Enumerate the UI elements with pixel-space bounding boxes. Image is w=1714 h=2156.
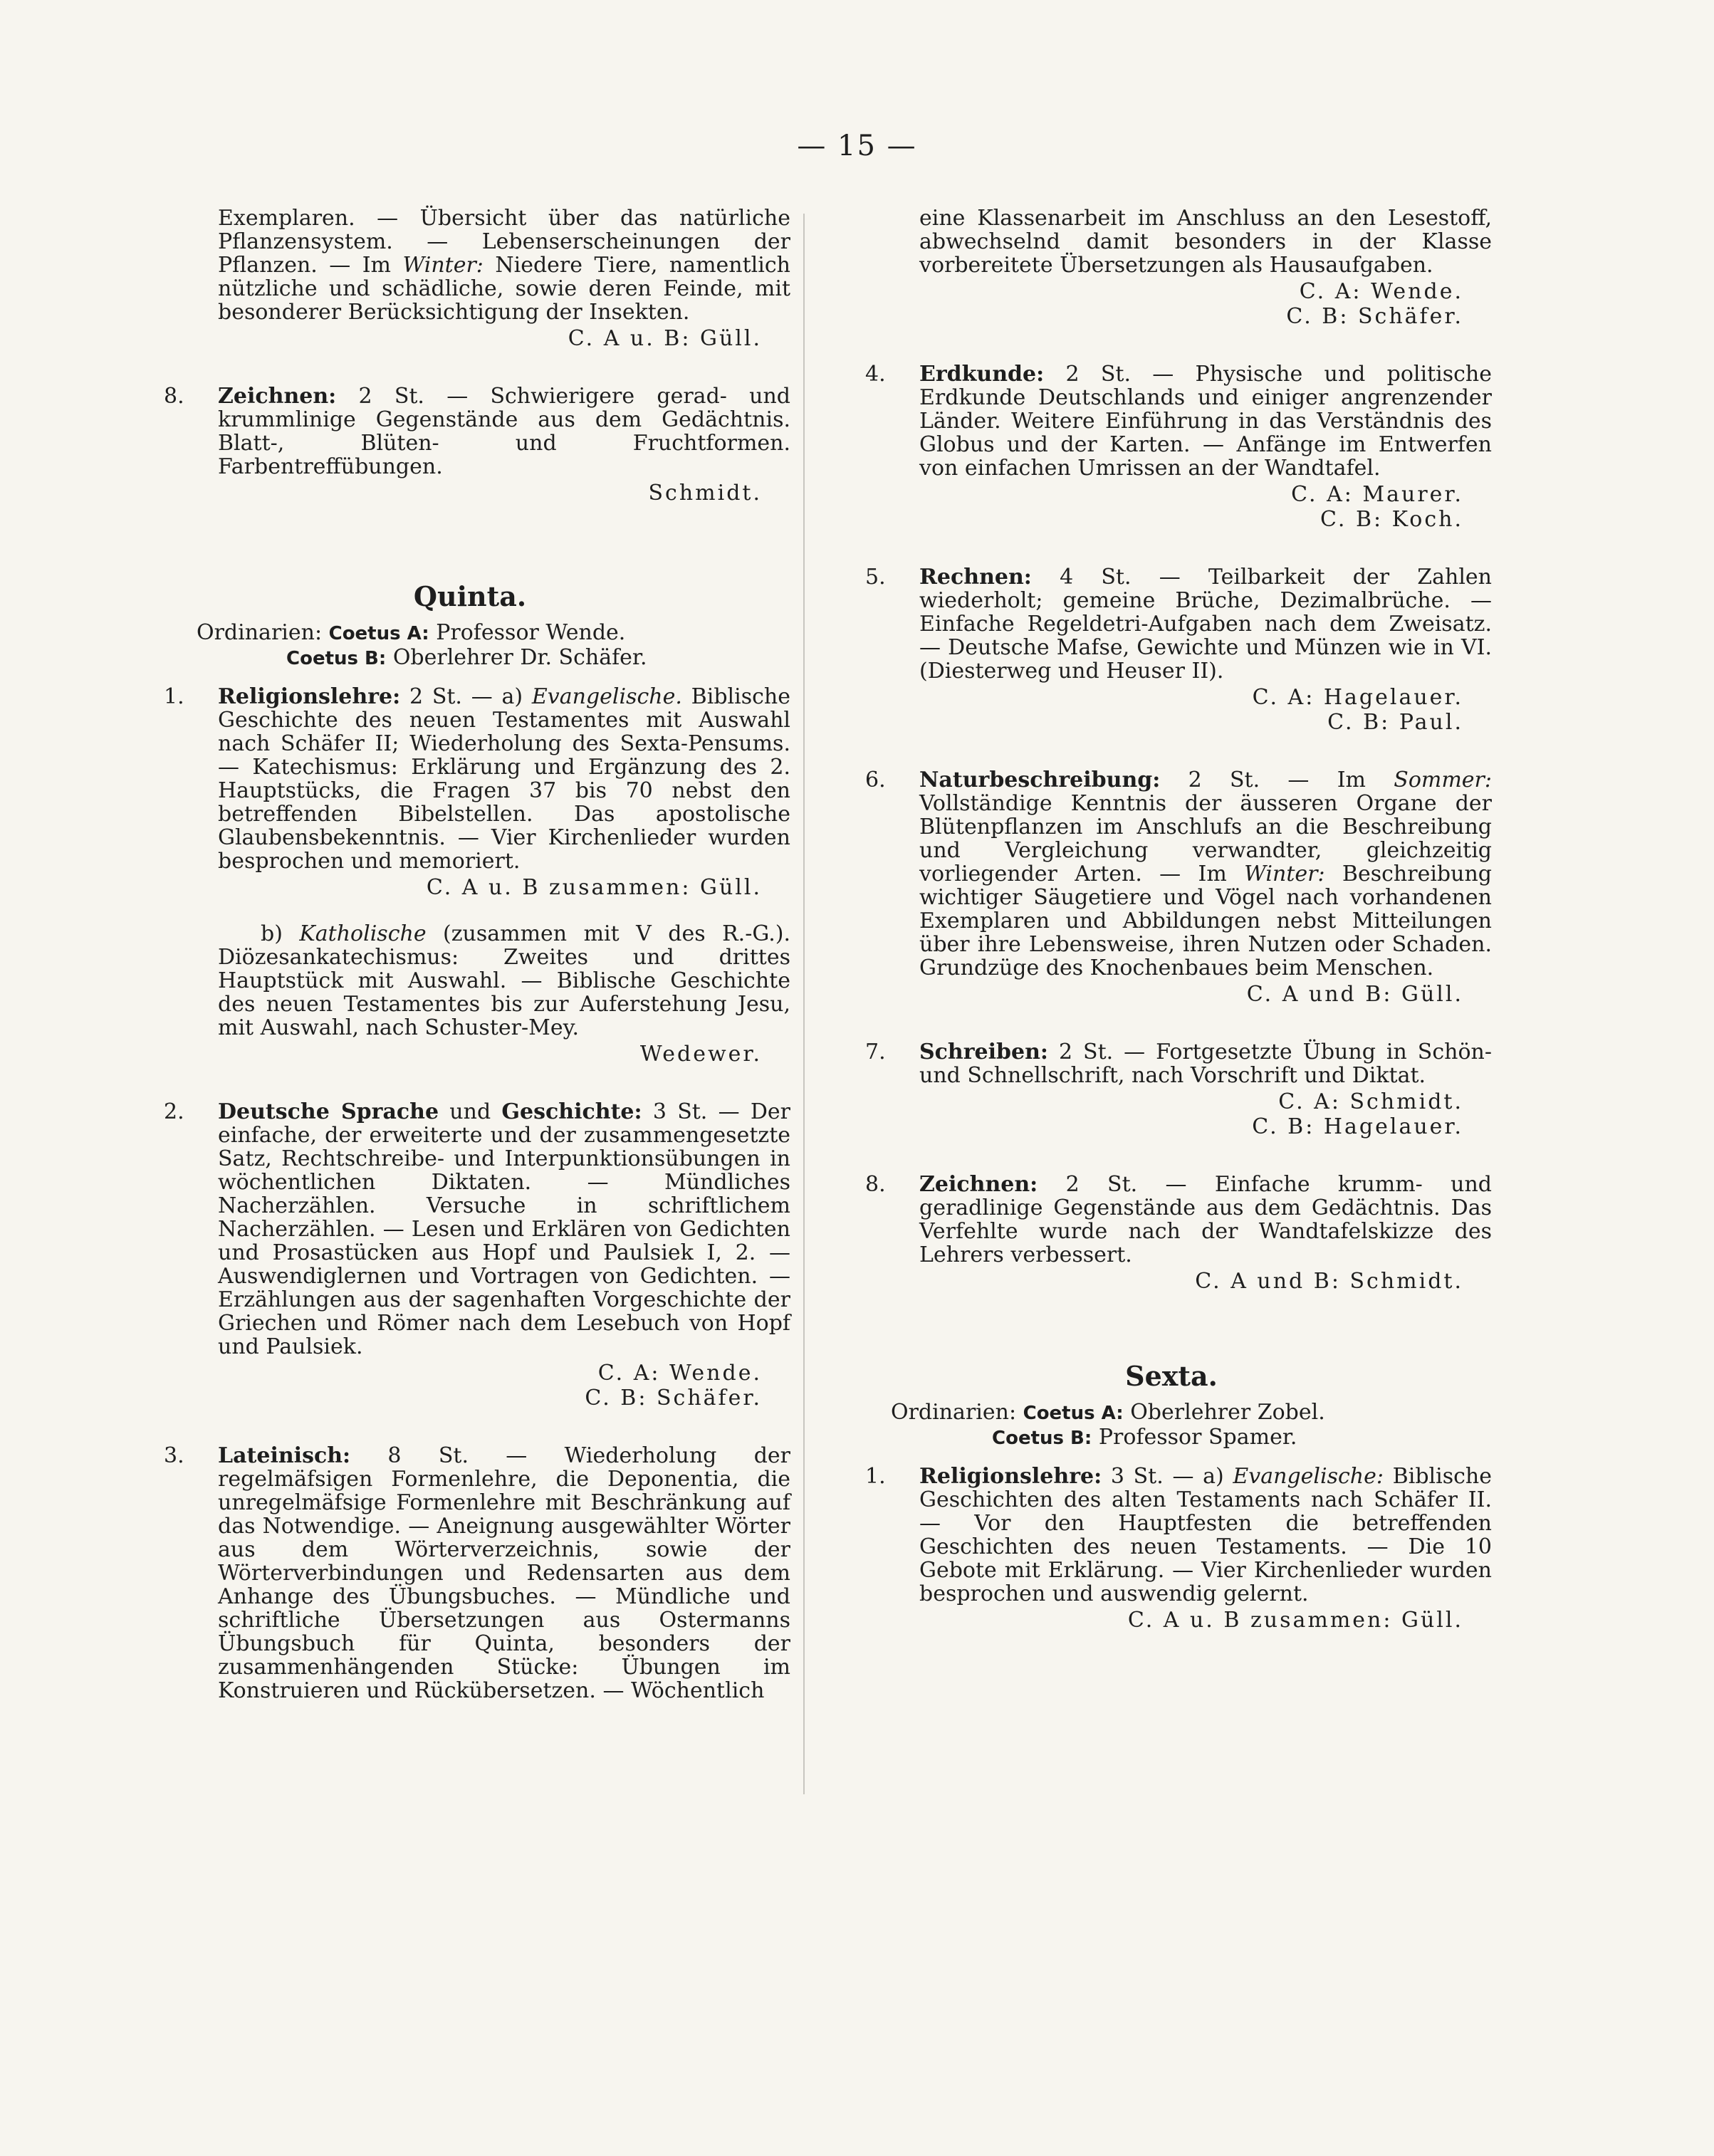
item-number: 6.	[865, 768, 886, 792]
item-number: 1.	[865, 1464, 886, 1489]
subject-title: Zeichnen:	[218, 384, 337, 409]
page-number: — 15 —	[797, 130, 917, 162]
teacher-signature: C. A: Wende.	[1299, 279, 1463, 304]
left-column	[150, 206, 790, 1702]
section-heading-quinta: Quinta.	[413, 580, 527, 612]
teacher-signature: C. B: Hagelauer.	[1252, 1114, 1463, 1139]
item-number: 8.	[164, 384, 184, 409]
subject-title: Schreiben:	[919, 1040, 1048, 1064]
column-divider	[803, 214, 805, 1794]
continued-paragraph: eine Klassenarbeit im Anschluss an den Lesestoff, abwechselnd damit besonders in der Klasse vorbereitete Übersetzungen als Hausaufgaben. C. A: Wende. C. B: Schäfer.	[919, 206, 1492, 329]
item-number: 4.	[865, 362, 886, 387]
teacher-signature: C. B: Schäfer.	[1286, 304, 1463, 329]
teacher-signature: Schmidt.	[648, 481, 762, 506]
subject-title: Religionslehre:	[919, 1464, 1102, 1489]
teacher-signature: C. B: Paul.	[1327, 710, 1463, 735]
item-number: 5.	[865, 565, 886, 590]
subject-lateinisch: 3. Lateinisch: 8 St. — Wiederholung der regelmäfsigen Formenlehre, die Deponentia, die unregelmäfsige Formenlehre mit Beschränkung auf das Notwendige. — Aneignung ausgewählter Wörter aus dem Wörterverzeichnis, sowie der Wörterverbindungen und Redensarten aus dem Anhange des Übungsbuches. — Mündliche und schriftliche Übersetzungen aus Ostermanns Übungsbuch für Quinta, besonders der zusammenhängenden Stücke: Übungen im Konstruieren und Rückübersetzen. — Wöchentlich	[164, 1443, 790, 1703]
quinta-section	[150, 580, 791, 1703]
subject-rechnen: 5. Rechnen: 4 St. — Teilbarkeit der Zahlen wiederholt; gemeine Brüche, Dezimalbrüche. — Einfache Regeldetri-Aufgaben nach dem Zweisatz. — Deutsche Mafse, Gewichte und Münzen wie in VI. (Diesterweg und Heuser II). C. A: Hagelauer. C. B: Paul.	[865, 565, 1492, 735]
teacher-signature: C. A: Maurer.	[1291, 482, 1463, 507]
teacher-signature: C. A: Hagelauer.	[1252, 685, 1463, 710]
teacher-signature: C. A u. B: Güll.	[568, 326, 762, 351]
subject-naturbeschreibung: 6. Naturbeschreibung: 2 St. — Im Sommer: Vollständige Kenntnis der äusseren Organe der Blütenpflanzen im Anschlufs an die Beschreibung und Vergleichung verwandter, gleichzeitig vorliegender Arten. — Im Winter: Beschreibung wichtiger Säugetiere und Vögel nach vorhandenen Exemplaren und Abbildungen nebst Mitteilungen über ihre Lebensweise, ihren Nutzen oder Schaden. Grundzüge des Knochenbaues beim Menschen. C. A und B: Güll.	[865, 768, 1492, 1007]
teacher-signature: C. A: Schmidt.	[1278, 1089, 1463, 1114]
continued-paragraph: Exemplaren. — Übersicht über das natürliche Pflanzensystem. — Lebenserscheinungen der Pflanzen. — Im Winter: Niedere Tiere, namentlich nützliche und schädliche, sowie deren Feinde, mit besonderer Berücksichtigung der Insekten. C. A u. B: Güll.	[218, 206, 790, 351]
subject-title: Rechnen:	[919, 565, 1032, 590]
teacher-signature: C. A und B: Schmidt.	[1195, 1269, 1463, 1294]
teacher-signature: C. B: Schäfer.	[585, 1386, 762, 1411]
teacher-signature: C. B: Koch.	[1320, 507, 1463, 532]
subject-deutsch-geschichte: 2. Deutsche Sprache und Geschichte: 3 St. — Der einfache, der erweiterte und der zusammengesetzte Satz, Rechtschreibe- und Interpunktionsübungen in wöchentlichen Diktaten. — Mündliches Nacherzählen. Versuche in schriftlichem Nacherzählen. — Lesen und Erklären von Gedichten und Prosastücken aus Hopf und Paulsiek I, 2. — Auswendiglernen und Vortragen von Gedichten. — Erzählungen aus der sagenhaften Vorgeschichte der Griechen und Römer nach dem Lesebuch von Hopf und Paulsiek. C. A: Wende. C. B: Schäfer.	[164, 1099, 791, 1411]
teacher-signature: Wedewer.	[639, 1042, 762, 1067]
subject-title: Deutsche Sprache	[218, 1099, 439, 1124]
subject-title: Erdkunde:	[919, 362, 1045, 387]
section-heading-sexta: Sexta.	[1125, 1360, 1218, 1392]
ordinarien-block: Ordinarien: Coetus A: Oberlehrer Zobel. Coetus B: Professor Spamer.	[891, 1400, 1325, 1450]
item-number: 2.	[164, 1099, 184, 1124]
item-number: 3.	[164, 1443, 184, 1468]
subject-title: Zeichnen:	[919, 1172, 1038, 1197]
item-number: 7.	[865, 1040, 886, 1064]
teacher-signature: C. A und B: Güll.	[1246, 982, 1463, 1007]
subject-religionslehre-katholisch: b) Katholische (zusammen mit V des R.-G.). Diözesankatechismus: Zweites und drittes Hauptstück mit Auswahl. — Biblische Geschichte des neuen Testamentes bis zur Auferstehung Jesu, mit Auswahl, nach Schuster-Mey. Wedewer.	[218, 921, 790, 1067]
right-column	[851, 206, 1492, 1632]
subject-schreiben: 7. Schreiben: 2 St. — Fortgesetzte Übung in Schön- und Schnellschrift, nach Vorschrift und Diktat. C. A: Schmidt. C. B: Hagelauer.	[865, 1040, 1492, 1139]
subject-erdkunde: 4. Erdkunde: 2 St. — Physische und politische Erdkunde Deutschlands und einiger angrenzender Länder. Weitere Einführung in das Verständnis des Globus und der Karten. — Anfänge im Entwerfen von einfachen Umrissen an der Wandtafel. C. A: Maurer. C. B: Koch.	[865, 362, 1492, 532]
subject-zeichnen: 8. Zeichnen: 2 St. — Schwierigere gerad- und krummlinige Gegenstände aus dem Gedächtnis. Blatt-, Blüten- und Fruchtformen. Farbentreffübungen. Schmidt.	[164, 384, 790, 506]
subject-title: Religionslehre:	[218, 684, 401, 709]
item-number: 1.	[164, 684, 184, 709]
teacher-signature: C. A: Wende.	[597, 1361, 762, 1386]
ordinarien-block: Ordinarien: Coetus A: Professor Wende. Coetus B: Oberlehrer Dr. Schäfer.	[197, 620, 647, 670]
item-number: 8.	[865, 1172, 886, 1197]
subject-religionslehre: 1. Religionslehre: 3 St. — a) Evangelische: Biblische Geschichten des alten Testaments nach Schäfer II. — Vor den Hauptfesten die betreffenden Geschichten des neuen Testaments. — Die 10 Gebote mit Erklärung. — Vier Kirchenlieder wurden besprochen und auswendig gelernt. C. A u. B zusammen: Güll.	[865, 1464, 1492, 1633]
teacher-signature: C. A u. B zusammen: Güll.	[426, 875, 762, 900]
subject-title: Lateinisch:	[218, 1443, 351, 1468]
teacher-signature: C. A u. B zusammen: Güll.	[1127, 1608, 1463, 1633]
sexta-section	[851, 1360, 1492, 1633]
subject-title: Naturbeschreibung:	[919, 768, 1161, 792]
subject-religionslehre: 1. Religionslehre: 2 St. — a) Evangelische. Biblische Geschichte des neuen Testamentes mit Auswahl nach Schäfer II; Wiederholung des Sexta-Pensums. — Katechismus: Erklärung und Ergänzung des 2. Hauptstücks, die Fragen 37 bis 70 nebst den betreffenden Bibelstellen. Das apostolische Glaubensbekenntnis. — Vier Kirchenlieder wurden besprochen und memoriert. C. A u. B zusammen: Güll.	[164, 684, 790, 900]
subject-zeichnen: 8. Zeichnen: 2 St. — Einfache krumm- und geradlinige Gegenstände aus dem Gedächtnis. Das Verfehlte wurde nach der Wandtafelskizze des Lehrers verbessert. C. A und B: Schmidt.	[865, 1172, 1492, 1294]
